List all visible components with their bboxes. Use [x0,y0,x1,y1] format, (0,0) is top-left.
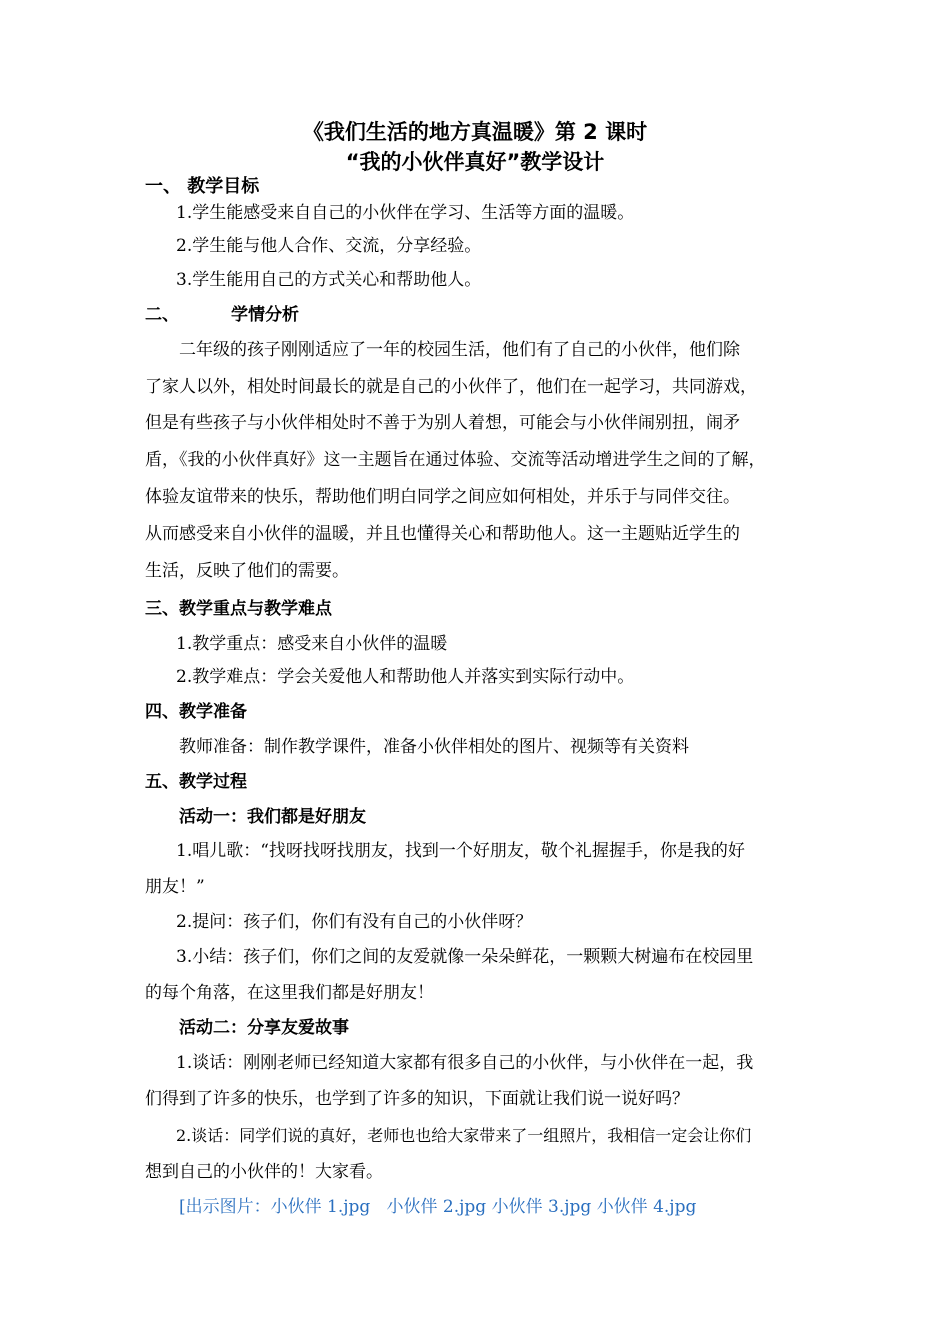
preparation-text: 教师准备：制作教学课件，准备小伙伴相处的图片、视频等有关资料 [179,737,689,757]
analysis-line: 体验友谊带来的快乐，帮助他们明白同学之间应如何相处，并乐于与同伴交往。 [145,487,740,507]
activity-line: 们得到了许多的快乐，也学到了许多的知识，下面就让我们说一说好吗？ [145,1089,689,1109]
section-heading-preparation: 四、教学准备 [145,702,247,722]
section-heading-analysis [145,303,299,327]
analysis-line: 从而感受来自小伙伴的温暖，并且也懂得关心和帮助他人。这一主题贴近学生的 [145,524,740,544]
focus-item: 2.教学难点：学会关爱他人和帮助他人并落实到实际行动中。 [176,667,635,687]
activity-line: 1.谈话：刚刚老师已经知道大家都有很多自己的小伙伴，与小伙伴在一起，我 [176,1053,754,1073]
objective-item: 2.学生能与他人合作、交流，分享经验。 [176,236,482,256]
image-links-prefix: [出示图片： [179,1197,271,1217]
section-heading-objectives: 一、 教学目标 [145,176,260,197]
analysis-line: 了家人以外，相处时间最长的就是自己的小伙伴了，他们在一起学习，共同游戏， [145,377,757,397]
section-heading-number: 二、 [145,305,179,325]
section-heading-process: 五、教学过程 [145,772,247,792]
section-heading-focus: 三、教学重点与教学难点 [145,599,332,619]
activity-line: 3.小结：孩子们，你们之间的友爱就像一朵朵鲜花，一颗颗大树遍布在校园里 [176,947,754,967]
section-heading-text: 学情分析 [231,305,299,325]
objective-item: 3.学生能用自己的方式关心和帮助他人。 [176,270,482,290]
image-link[interactable]: 小伙伴 3.jpg [491,1197,592,1217]
activity-line: 的每个角落，在这里我们都是好朋友！ [145,983,434,1003]
activity-heading: 活动一：我们都是好朋友 [179,807,366,827]
analysis-line: 生活，反映了他们的需要。 [145,561,349,581]
analysis-line: 二年级的孩子刚刚适应了一年的校园生活，他们有了自己的小伙伴，他们除 [179,340,740,360]
document-subtitle: “我的小伙伴真好”教学设计 [345,150,605,174]
analysis-line: 盾，《我的小伙伴真好》这一主题旨在通过体验、交流等活动增进学生之间的了解， [145,450,766,470]
image-links-line [179,1195,696,1219]
document-title: 《我们生活的地方真温暖》第 2 课时 [302,120,648,144]
objective-item: 1.学生能感受来自自己的小伙伴在学习、生活等方面的温暖。 [176,203,635,223]
activity-heading: 活动二：分享友爱故事 [179,1018,349,1038]
activity-line: 2.谈话：同学们说的真好，老师也也给大家带来了一组照片，我相信一定会让你们 [176,1126,752,1145]
focus-item: 1.教学重点：感受来自小伙伴的温暖 [176,634,448,654]
activity-line: 想到自己的小伙伴的！大家看。 [145,1162,383,1182]
activity-line: 1.唱儿歌：“找呀找呀找朋友，找到一个好朋友，敬个礼握握手，你是我的好 [176,841,745,861]
activity-line: 2.提问：孩子们，你们有没有自己的小伙伴呀？ [176,912,533,932]
image-link[interactable]: 小伙伴 2.jpg [386,1197,487,1217]
image-link[interactable]: 小伙伴 4.jpg [596,1197,697,1217]
image-link[interactable]: 小伙伴 1.jpg [270,1197,371,1217]
activity-line: 朋友！” [145,877,205,897]
analysis-line: 但是有些孩子与小伙伴相处时不善于为别人着想，可能会与小伙伴闹别扭，闹矛 [145,413,740,433]
